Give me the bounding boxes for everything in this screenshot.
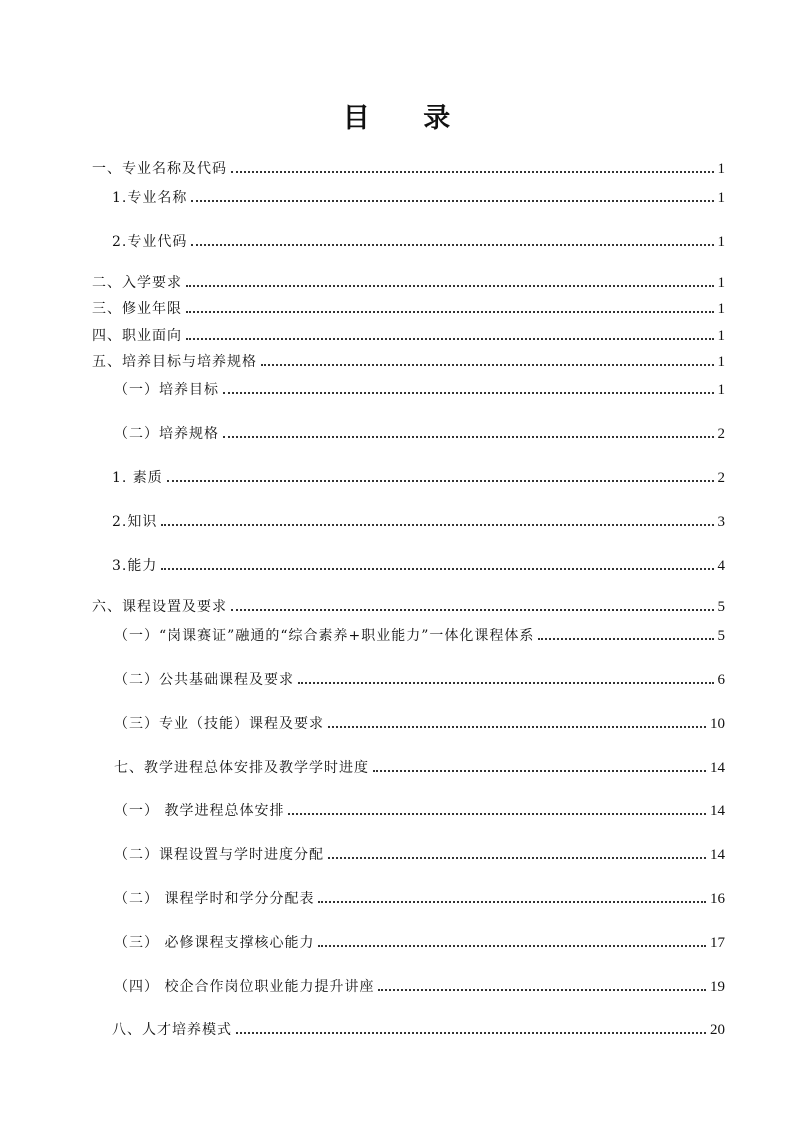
toc-entry-6[interactable] [92, 598, 725, 616]
toc-dot-leader [167, 480, 714, 482]
toc-dot-leader [318, 901, 706, 903]
toc-entry-page: 1 [717, 161, 725, 177]
toc-entry-page: 3 [717, 514, 725, 530]
toc-entry-6-1[interactable] [114, 627, 725, 645]
toc-entry-label: 一、专业名称及代码 [92, 161, 227, 177]
toc-entry-3[interactable] [92, 300, 725, 318]
toc-entry-1[interactable] [92, 160, 725, 178]
toc-entry-label: 八、人才培养模式 [112, 1022, 232, 1038]
toc-entry-page: 1 [717, 190, 725, 206]
toc-dot-leader [288, 813, 706, 815]
toc-entry-6-2[interactable] [114, 671, 725, 689]
toc-entry-label: （二）课程设置与学时进度分配 [114, 847, 324, 863]
toc-entry-2[interactable] [92, 274, 725, 292]
toc-entry-page: 14 [710, 803, 725, 819]
toc-entry-label: （一） 教学进程总体安排 [114, 803, 285, 819]
toc-entry-5-2-3[interactable] [112, 557, 725, 575]
toc-entry-label: （一）培养目标 [114, 382, 219, 398]
toc-dot-leader [223, 392, 714, 394]
toc-entry-label: （一）“岗课赛证”融通的“综合素养+职业能力”一体化课程体系 [114, 628, 535, 644]
toc-entry-1-1[interactable] [112, 189, 725, 207]
toc-entry-7-3[interactable] [114, 890, 725, 908]
toc-entry-page: 5 [717, 628, 725, 644]
toc-dot-leader [191, 244, 713, 246]
toc-entry-label: （四） 校企合作岗位职业能力提升讲座 [114, 979, 375, 995]
toc-entry-label: 1.专业名称 [112, 190, 188, 206]
toc-dot-leader [161, 524, 713, 526]
toc-entry-page: 1 [717, 382, 725, 398]
toc-dot-leader [231, 609, 714, 611]
toc-entry-page: 16 [710, 891, 725, 907]
toc-entry-page: 20 [710, 1022, 725, 1038]
toc-dot-leader [223, 436, 714, 438]
toc-entry-5-1[interactable] [114, 381, 725, 399]
toc-entry-label: 六、课程设置及要求 [92, 599, 227, 615]
toc-entry-7[interactable] [114, 759, 725, 777]
toc-entry-label: 2.知识 [112, 514, 158, 530]
toc-dot-leader [186, 311, 714, 313]
toc-entry-5[interactable] [92, 353, 725, 371]
toc-entry-label: 三、修业年限 [92, 301, 182, 317]
toc-entry-page: 19 [710, 979, 725, 995]
toc-dot-leader [298, 682, 714, 684]
toc-entry-5-2-2[interactable] [112, 513, 725, 531]
toc-entry-page: 4 [717, 558, 725, 574]
toc-entry-6-3[interactable] [114, 715, 725, 733]
toc-dot-leader [161, 568, 713, 570]
toc-entry-7-2[interactable] [114, 846, 725, 864]
toc-dot-leader [191, 200, 713, 202]
toc-entry-page: 6 [717, 672, 725, 688]
toc-dot-leader [186, 285, 714, 287]
toc-dot-leader [328, 857, 706, 859]
toc-entry-label: （二） 课程学时和学分分配表 [114, 891, 315, 907]
toc-entry-page: 10 [710, 716, 725, 732]
toc-entry-label: 五、培养目标与培养规格 [92, 354, 257, 370]
toc-dot-leader [231, 171, 714, 173]
toc-entry-label: 七、教学进程总体安排及教学学时进度 [114, 760, 369, 776]
toc-entry-label: （三） 必修课程支撑核心能力 [114, 935, 315, 951]
toc-dot-leader [378, 989, 706, 991]
toc-entry-8[interactable] [112, 1021, 725, 1039]
toc-entry-label: 3.能力 [112, 558, 158, 574]
toc-dot-leader [373, 770, 706, 772]
toc-entry-label: 二、入学要求 [92, 275, 182, 291]
toc-entry-7-1[interactable] [114, 802, 725, 820]
toc-entry-page: 17 [710, 935, 725, 951]
toc-entry-4[interactable] [92, 327, 725, 345]
toc-entry-label: 四、职业面向 [92, 328, 182, 344]
toc-entry-page: 1 [717, 328, 725, 344]
toc-entry-page: 2 [717, 470, 725, 486]
toc-entry-page: 5 [717, 599, 725, 615]
toc-entry-page: 1 [717, 354, 725, 370]
toc-entry-7-4[interactable] [114, 934, 725, 952]
toc-entry-page: 1 [717, 275, 725, 291]
toc-entry-7-5[interactable] [114, 978, 725, 996]
page-title: 目 录 [342, 103, 473, 134]
toc-entry-page: 1 [717, 301, 725, 317]
toc-entry-label: （二）培养规格 [114, 426, 219, 442]
toc-entry-label: （二）公共基础课程及要求 [114, 672, 294, 688]
toc-entry-5-2-1[interactable] [112, 469, 725, 487]
toc-entry-label: 1. 素质 [112, 470, 163, 486]
toc-entry-page: 1 [717, 234, 725, 250]
toc-dot-leader [328, 726, 706, 728]
toc-entry-label: 2.专业代码 [112, 234, 188, 250]
toc-entry-page: 2 [717, 426, 725, 442]
toc-dot-leader [261, 364, 714, 366]
toc-entry-page: 14 [710, 760, 725, 776]
toc-entry-5-2[interactable] [114, 425, 725, 443]
toc-dot-leader [186, 338, 714, 340]
toc-dot-leader [538, 638, 713, 640]
toc-entry-page: 14 [710, 847, 725, 863]
toc-dot-leader [236, 1032, 706, 1034]
toc-entry-1-2[interactable] [112, 233, 725, 251]
toc-entry-label: （三）专业（技能）课程及要求 [114, 716, 324, 732]
toc-dot-leader [318, 945, 706, 947]
